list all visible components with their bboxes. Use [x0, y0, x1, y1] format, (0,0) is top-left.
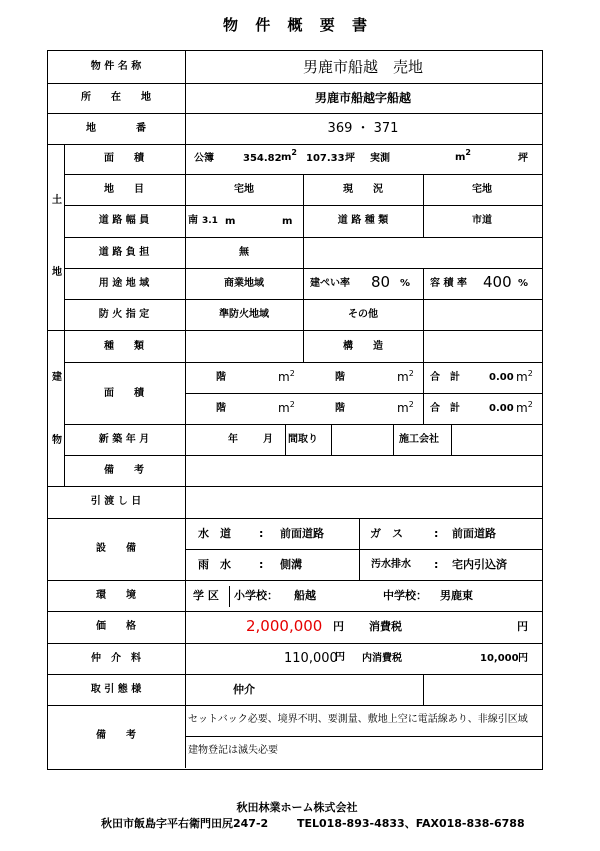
consumption-tax-label: 消費税: [369, 620, 402, 633]
water-label: 水 道: [198, 527, 231, 540]
building-structure-label: 構 造: [343, 341, 383, 352]
zoning-value: 商業地域: [224, 278, 264, 289]
price-yen: 円: [333, 620, 344, 633]
building-section-char-1: 建: [52, 372, 62, 383]
genkyo-label: 現 況: [343, 184, 383, 195]
lot-number-label: 地 番: [86, 123, 146, 134]
remarks-line-1: セットバック必要、境界不明、要測量、敷地上空に電話線あり、非線引区域: [188, 714, 528, 725]
total-area-unit: $m^2$: [516, 400, 533, 415]
chimoku-value: 宅地: [234, 184, 254, 195]
genkyo-value: 宅地: [472, 184, 492, 195]
floor-area-unit: $m^2$: [278, 369, 295, 384]
fee-value: 110,000: [284, 651, 338, 666]
road-width-unit-2: m: [282, 216, 293, 227]
floor-label: 階: [216, 403, 226, 414]
school-label: 学 区: [193, 589, 219, 602]
total-value: 0.00: [489, 403, 514, 414]
land-area-actual: 実測: [370, 153, 390, 164]
gas-label: ガ ス: [370, 527, 403, 540]
built-year: 年: [228, 434, 238, 445]
price-value: 2,000,000: [246, 617, 323, 635]
footer-address: 秋田市飯島字平右衛門田尻247-2: [101, 817, 269, 830]
building-kind-label: 種 類: [104, 341, 144, 352]
bcr-unit: %: [400, 278, 411, 289]
fire-label: 防 火 指 定: [98, 309, 150, 320]
road-type-value: 市道: [472, 215, 492, 226]
floor-label: 階: [216, 372, 226, 383]
built-label: 新 築 年 月: [98, 434, 150, 445]
floor-label: 階: [335, 372, 345, 383]
transaction-label: 取 引 態 様: [90, 684, 142, 695]
jr-school-label: 中学校：: [383, 589, 427, 602]
page-title: 物 件 概 要 書: [223, 16, 373, 34]
bcr-value: 80: [371, 273, 391, 291]
land-area-actual-tsubo-unit: 坪: [518, 153, 528, 164]
footer-contact: TEL018-893-4833、FAX018-838-6788: [297, 817, 525, 830]
address-value: 男鹿市船越字船越: [314, 91, 412, 105]
land-area-sqm: 354.82: [243, 153, 282, 164]
land-area-kobo: 公簿: [194, 153, 214, 164]
fee-tax-label: 内消費税: [362, 653, 402, 664]
consumption-tax-yen: 円: [517, 620, 528, 633]
environment-label: 環 境: [96, 590, 136, 601]
rain-sep: :: [259, 558, 264, 571]
fee-yen: 円: [335, 652, 345, 663]
fee-tax-value: 10,000: [480, 653, 519, 664]
chimoku-label: 地 目: [104, 184, 144, 195]
road-width-dir: 南: [188, 215, 198, 226]
fire-value: 準防火地域: [219, 309, 269, 320]
road-burden-value: 無: [239, 247, 249, 258]
road-burden-label: 道 路 負 担: [98, 247, 150, 258]
built-month: 月: [263, 434, 273, 445]
far-value: 400: [483, 273, 512, 291]
sewage-value: 宅内引込済: [452, 558, 507, 571]
water-sep: :: [259, 527, 264, 540]
facilities-label: 設 備: [96, 543, 136, 554]
total-label: 合 計: [430, 372, 460, 383]
gas-value: 前面道路: [452, 527, 496, 540]
road-width-unit-1: m: [225, 216, 236, 227]
rain-label: 雨 水: [198, 558, 231, 571]
land-area-actual-sqm-unit: $m^2$: [455, 148, 471, 163]
floor-area-unit: $m^2$: [397, 369, 414, 384]
land-area-tsubo-unit: 坪: [345, 153, 355, 164]
land-area-label: 面 積: [104, 153, 144, 164]
property-name-value: 男鹿市船越 売地: [302, 58, 424, 76]
bcr-label: 建ぺい率: [310, 278, 350, 289]
total-value: 0.00: [489, 372, 514, 383]
road-type-label: 道 路 種 類: [337, 215, 389, 226]
fee-label: 仲 介 料: [91, 653, 141, 664]
floor-label: 階: [335, 403, 345, 414]
elem-school-value: 船越: [294, 589, 316, 602]
building-area-label: 面 積: [104, 388, 144, 399]
far-unit: %: [518, 278, 529, 289]
building-section-char-2: 物: [52, 435, 62, 446]
land-area-sqm-unit: $m^2$: [281, 148, 297, 163]
fire-other: その他: [348, 309, 378, 320]
sewage-sep: :: [434, 558, 439, 571]
jr-school-value: 男鹿東: [440, 589, 473, 602]
madori-label: 間取り: [288, 434, 318, 445]
address-label: 所 在 地: [81, 92, 151, 103]
price-label: 価 格: [96, 621, 136, 632]
total-area-unit: $m^2$: [516, 369, 533, 384]
road-width-label: 道 路 幅 員: [98, 215, 150, 226]
transaction-value: 仲介: [233, 683, 255, 696]
gas-sep: :: [434, 527, 439, 540]
property-name-label: 物 件 名 称: [90, 61, 142, 72]
land-section-char-2: 地: [52, 267, 62, 278]
road-width-value: 3.1: [202, 216, 218, 226]
remarks-label: 備 考: [96, 730, 136, 741]
zoning-label: 用 途 地 域: [98, 278, 150, 289]
remarks-line-2: 建物登記は滅失必要: [188, 745, 278, 756]
floor-area-unit: $m^2$: [397, 400, 414, 415]
school-divider: [229, 586, 230, 607]
land-area-tsubo: 107.33: [306, 153, 345, 164]
floor-area-unit: $m^2$: [278, 400, 295, 415]
fee-tax-yen: 円: [518, 653, 528, 664]
water-value: 前面道路: [280, 527, 324, 540]
builder-label: 施工会社: [399, 434, 439, 445]
building-note-label: 備 考: [104, 465, 144, 476]
lot-number-value: 369 ・ 371: [327, 121, 399, 136]
footer-company: 秋田林業ホーム株式会社: [236, 801, 358, 814]
elem-school-label: 小学校：: [234, 589, 278, 602]
rain-value: 側溝: [280, 558, 302, 571]
land-section-char-1: 土: [52, 195, 62, 206]
sewage-label: 汚水排水: [371, 559, 411, 570]
total-label: 合 計: [430, 403, 460, 414]
handover-label: 引 渡 し 日: [90, 496, 142, 507]
far-label: 容 積 率: [430, 278, 467, 289]
